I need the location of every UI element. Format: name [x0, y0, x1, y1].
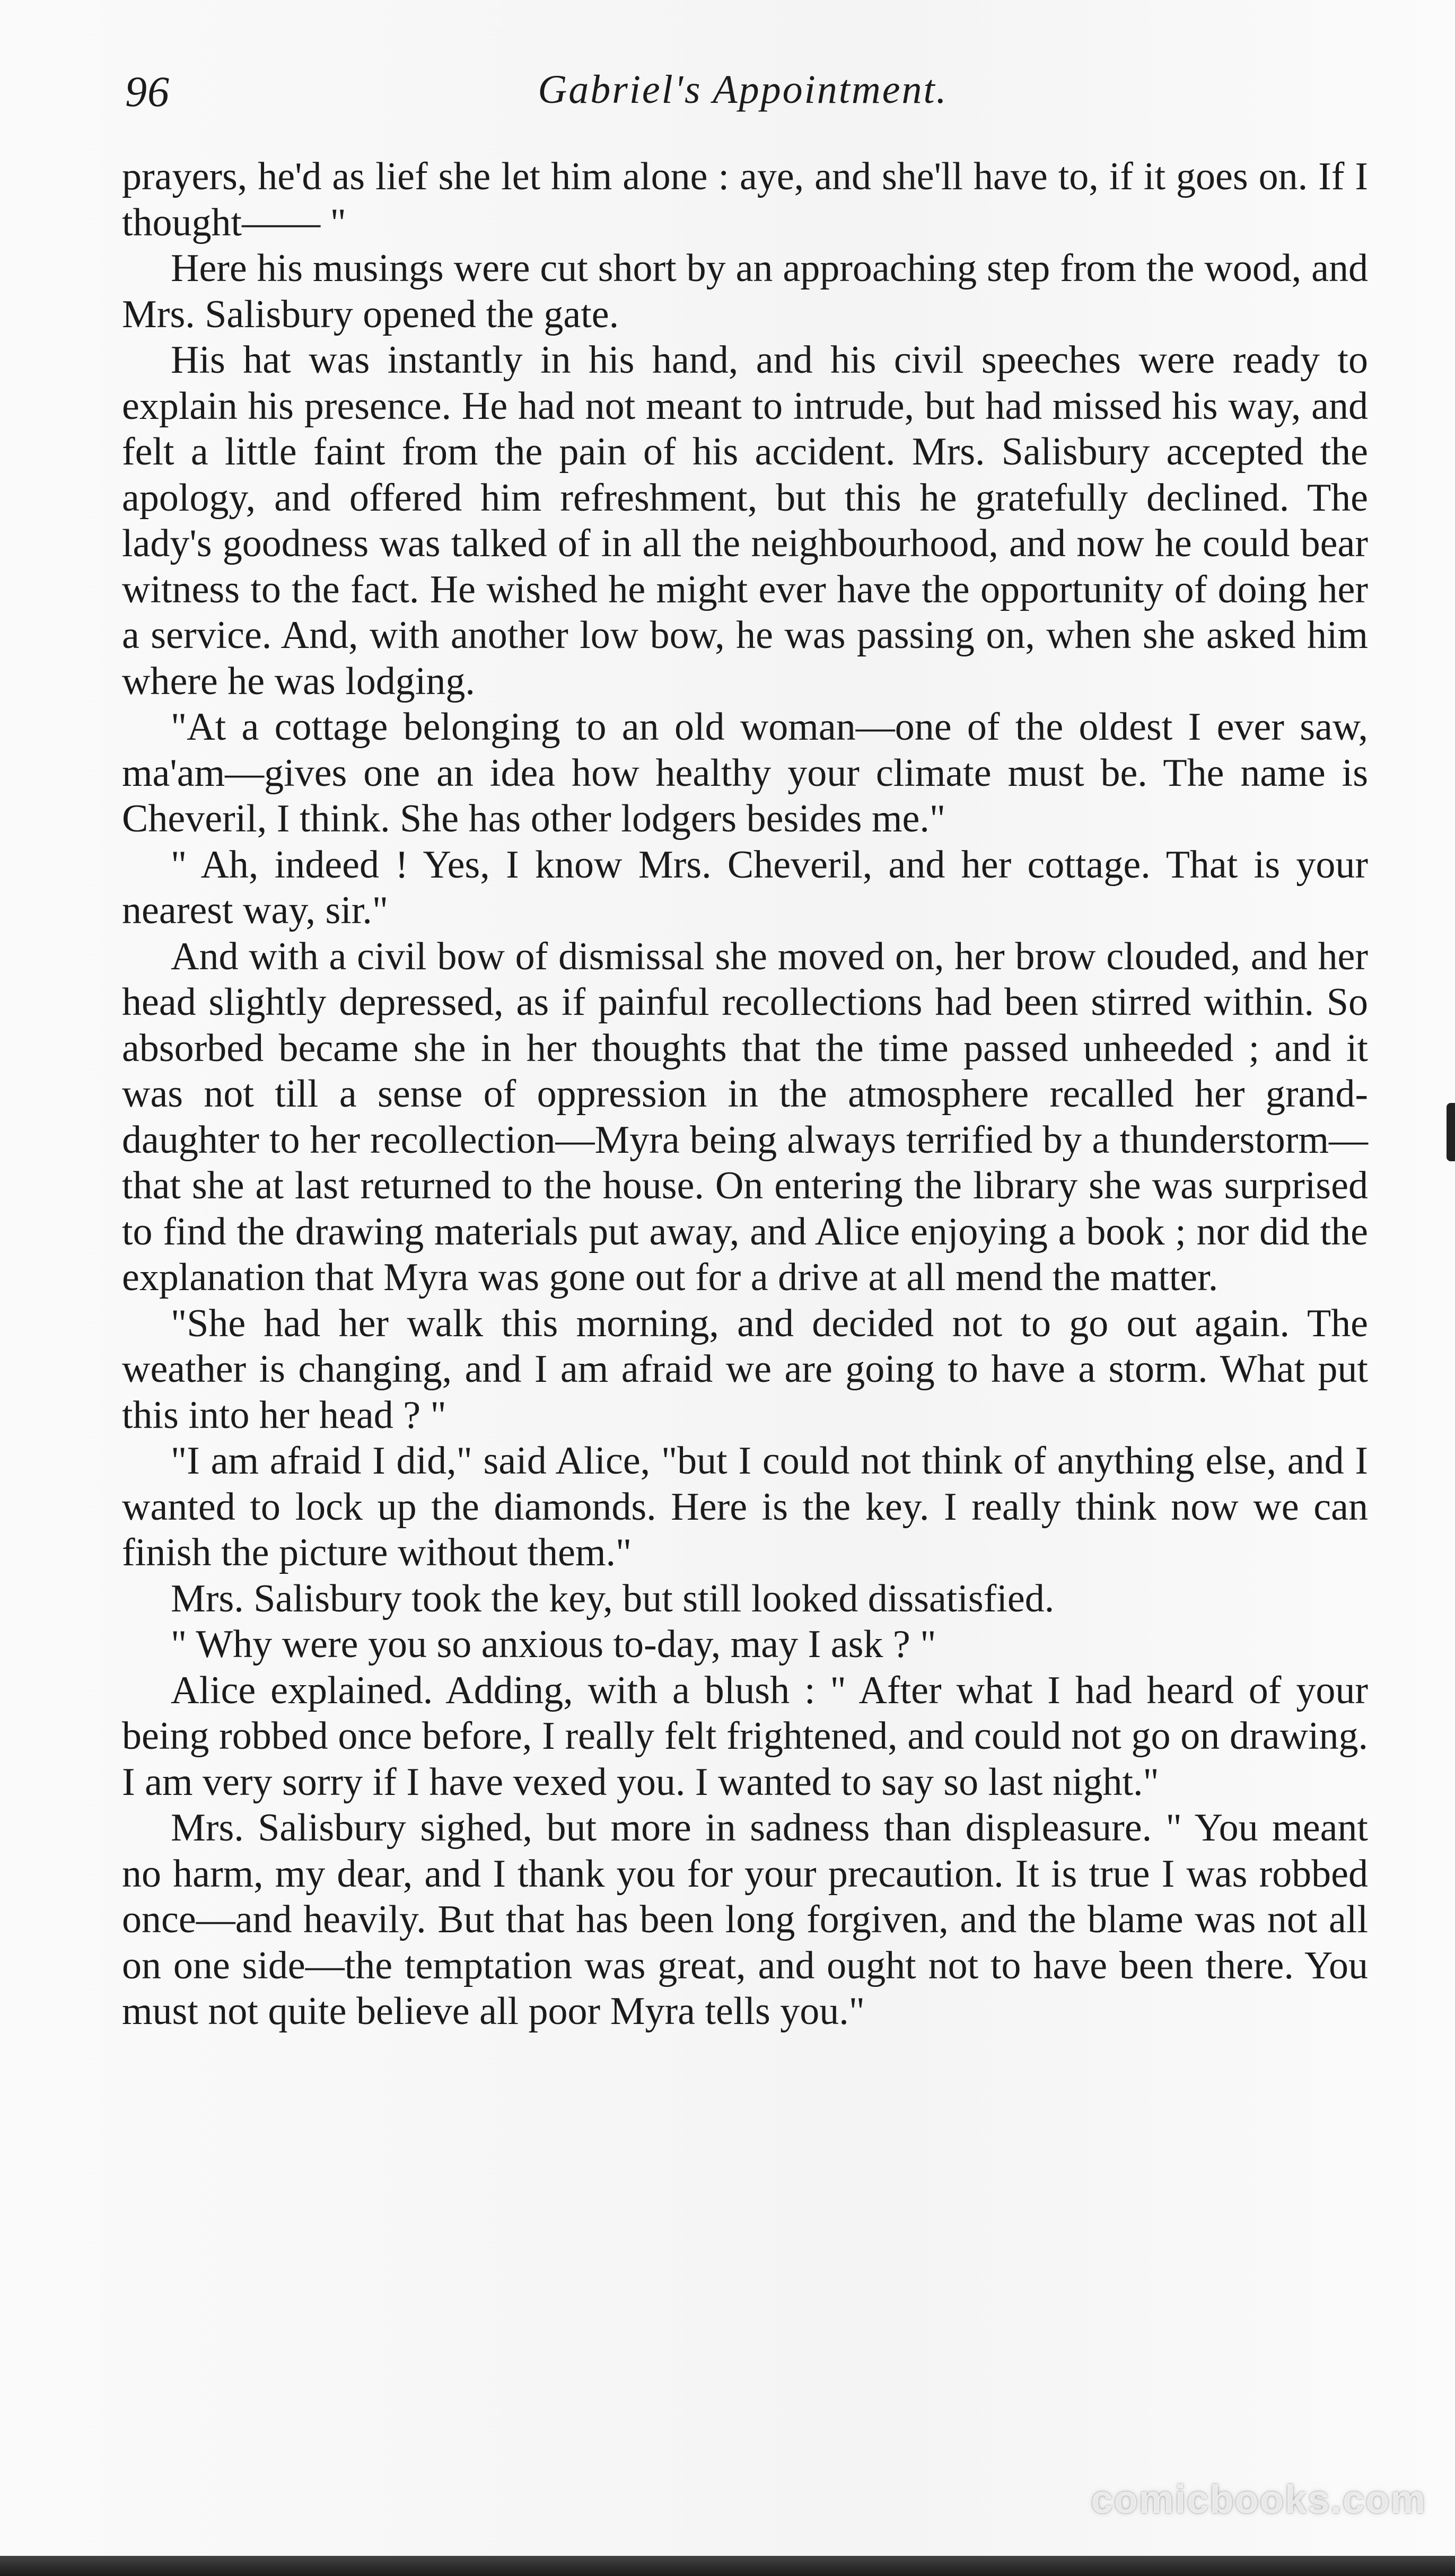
paragraph: Alice explained. Adding, with a blush : " After what I had heard of your being robbed once before, I really felt frightened, and could not go on drawing. I am very sorry if I have vexed you. I wanted to say so last night." [122, 1668, 1368, 1804]
paragraph: "She had her walk this morning, and decided not to go out again. The weather is changing, and I am afraid we are going to have a storm. What put this into her head ? " [122, 1301, 1368, 1437]
page-header [125, 67, 1361, 130]
page-number: 96 [125, 67, 170, 116]
paragraph: Mrs. Salisbury took the key, but still looked dissatisfied. [171, 1576, 1055, 1620]
paragraph: "At a cottage belonging to an old woman—one of the oldest I ever saw, ma'am—gives one an idea how healthy your climate must be. The name is Cheveril, I think. She has other lodgers besides me." [122, 705, 1368, 840]
paragraph: Mrs. Salisbury sighed, but more in sadness than displeasure. " You meant no harm, my dear, and I thank you for your precaution. It is true I was robbed once—and heavily. But that has been long forgiven, and the blame was not all on one side—the temptation was great, and ought not to have been there. You must not quite believe all poor Myra tells you." [122, 1806, 1368, 2033]
paragraph: His hat was instantly in his hand, and his civil speeches were ready to explain his presence. He had not meant to intrude, but had missed his way, and felt a little faint from the pain of his accident. Mrs. Salisbury accepted the apology, and offered him refreshment, but this he gratefully declined. The lady's goodness was talked of in all the neighbourhood, and now he could bear witness to the fact. He wished he might ever have the opportunity of doing her a service. And, with another low bow, he was passing on, when she asked him where he was lodging. [122, 338, 1368, 703]
paragraph: And with a civil bow of dismissal she moved on, her brow clouded, and her head slightly depressed, as if painful recollections had been stirred within. So absorbed became she in her thoughts that the time passed unheeded ; and it was not till a sense of oppression in the atmosphere recalled her grand-daughter to her recollection—Myra being always terrified by a thunderstorm—that she at last returned to the house. On entering the library she was surprised to find the drawing materials put away, and Alice enjoying a book ; nor did the explanation that Myra was gone out for a drive at all mend the matter. [122, 934, 1368, 1299]
watermark: comicbooks.com [1091, 2477, 1426, 2521]
paragraph: prayers, he'd as lief she let him alone : aye, and she'll have to, if it goes on. If I thought—— " [122, 155, 1368, 244]
page-edge-mark [1447, 1103, 1455, 1161]
paragraph: " Ah, indeed ! Yes, I know Mrs. Cheveril, and her cottage. That is your nearest way, sir." [122, 843, 1368, 932]
paragraph: " Why were you so anxious to-day, may I ask ? " [171, 1623, 936, 1666]
paragraph: Here his musings were cut short by an approaching step from the wood, and Mrs. Salisbury opened the gate. [122, 247, 1368, 336]
running-title: Gabriel's Appointment. [538, 67, 948, 112]
page-bottom-edge [0, 2556, 1455, 2576]
paragraph: "I am afraid I did," said Alice, "but I could not think of anything else, and I wanted to lock up the diamonds. Here is the key. I really think now we can finish the picture without them." [122, 1439, 1368, 1574]
body-text [122, 154, 1368, 2035]
